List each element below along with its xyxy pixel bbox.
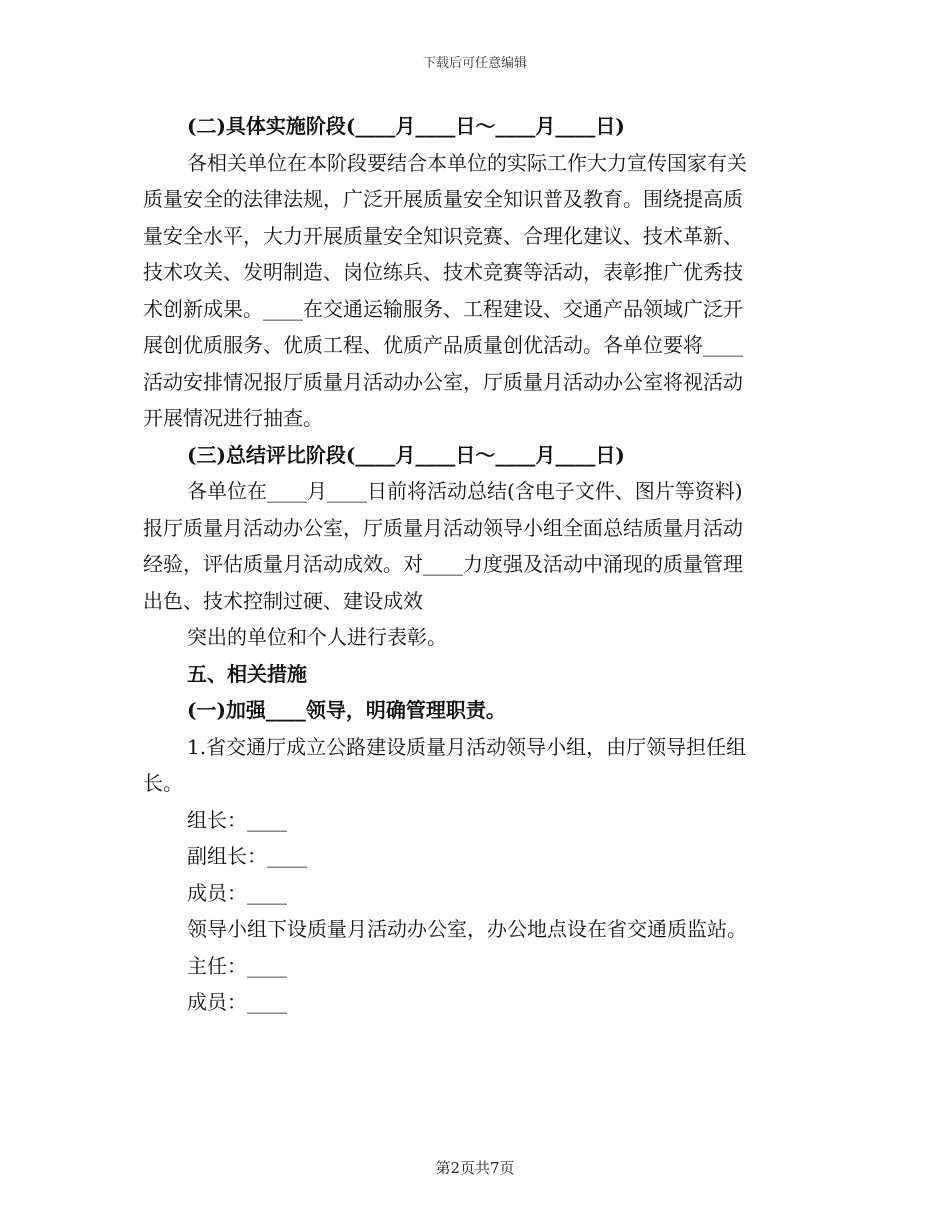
paragraph-line: 质量安全的法律法规，广泛开展质量安全知识普及教育。围绕提高质 [143,187,743,211]
paragraph-line: 出色、技术控制过硬、建设成效 [143,588,423,613]
field-group-leader: 组长：____ [187,807,287,832]
section-heading-measures: 五、相关措施 [187,661,307,686]
field-deputy-leader: 副组长：____ [187,844,307,868]
paragraph-line: 各单位在____月____日前将活动总结(含电子文件、图片等资料) [187,479,743,503]
paragraph-line: 突出的单位和个人进行表彰。 [187,625,447,649]
paragraph-line: 开展情况进行抽查。 [143,406,323,430]
field-members: 成员：____ [187,880,287,905]
page-footer: 第2页共7页 [435,1159,515,1177]
paragraph-line: 展创优质服务、优质工程、优质产品质量创优活动。各单位要将____ [143,333,743,357]
page-header: 下载后可任意编辑 [422,56,527,71]
paragraph-line: 各相关单位在本阶段要结合本单位的实际工作大力宣传国家有关 [187,150,747,175]
paragraph-line: 长。 [143,771,183,795]
paragraph-line: 术创新成果。____在交通运输服务、工程建设、交通产品领域广泛开 [143,296,743,321]
paragraph-line: 报厅质量月活动办公室，厅质量月活动领导小组全面总结质量月活动 [143,515,743,540]
paragraph-line: 1.省交通厅成立公路建设质量月活动领导小组，由厅领导担任组 [187,734,747,759]
paragraph-line: 领导小组下设质量月活动办公室，办公地点设在省交通质监站。 [187,917,747,941]
subsection-heading-leadership: (一)加强____领导，明确管理职责。 [187,698,506,722]
paragraph-line: 活动安排情况报厅质量月活动办公室，厅质量月活动办公室将视活动 [143,369,743,394]
field-director: 主任：____ [187,953,287,978]
field-office-members: 成员：____ [187,990,287,1014]
section-heading-implementation: (二)具体实施阶段(____月____日～____月____日) [187,114,625,138]
section-heading-summary: (三)总结评比阶段(____月____日～____月____日) [187,442,625,467]
document-body [143,108,803,1021]
paragraph-line: 经验，评估质量月活动成效。对____力度强及活动中涌现的质量管理 [143,552,743,576]
paragraph-line: 技术攻关、发明制造、岗位练兵、技术竞赛等活动，表彰推广优秀技 [143,260,743,284]
paragraph-line: 量安全水平，大力开展质量安全知识竞赛、合理化建议、技术革新、 [143,223,743,248]
